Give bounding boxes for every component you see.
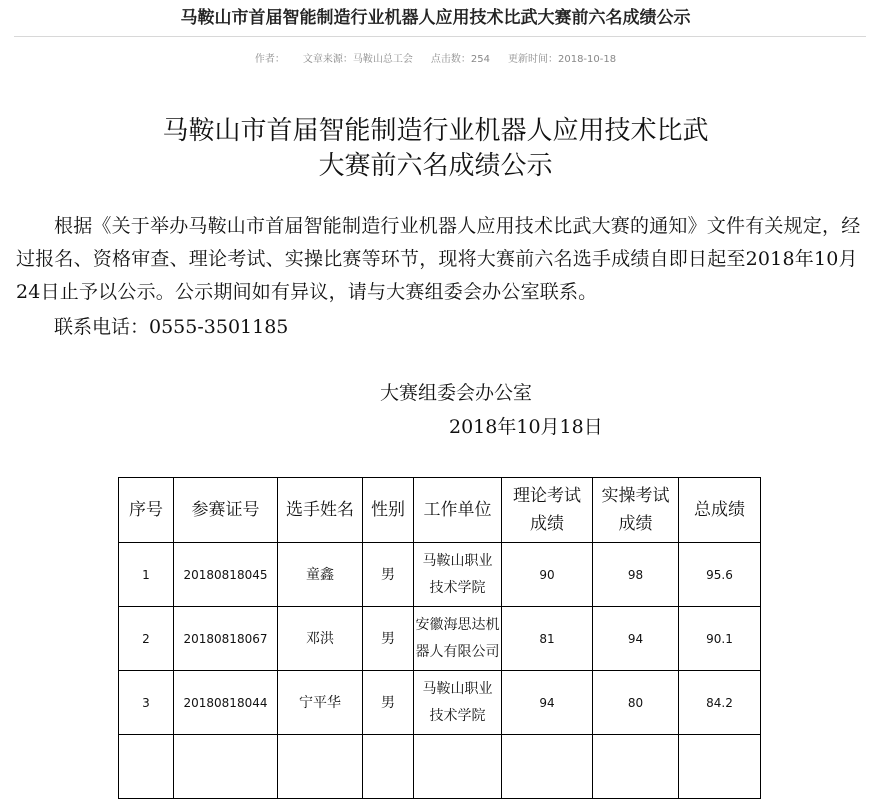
cell-total: 84.2 (679, 671, 761, 735)
cell-gender: 男 (363, 607, 414, 671)
header-divider (14, 36, 866, 37)
cell-no: 3 (119, 671, 174, 735)
meta-updated: 更新时间：2018-10-18 (507, 54, 617, 65)
article-title-line1: 马鞍山市首届智能制造行业机器人应用技术比武 (162, 116, 709, 146)
cell-gender: 男 (363, 543, 414, 607)
header-id: 参赛证号 (174, 478, 278, 543)
meta-views: 点击数：254 (430, 54, 490, 65)
cell-empty (593, 735, 679, 799)
meta-author: 作者： (254, 54, 285, 65)
header-total: 总成绩 (679, 478, 761, 543)
cell-empty (414, 735, 502, 799)
cell-practice: 98 (593, 543, 679, 607)
cell-empty (119, 735, 174, 799)
header-gender: 性别 (363, 478, 414, 543)
header-no: 序号 (119, 478, 174, 543)
cell-id: 20180818067 (174, 607, 278, 671)
table-row (119, 543, 761, 607)
cell-id: 20180818044 (174, 671, 278, 735)
unit-line: 技术学院 (429, 579, 486, 596)
cell-unit (414, 671, 502, 735)
cell-empty (679, 735, 761, 799)
meta-source: 文章来源：马鞍山总工会 (302, 54, 413, 65)
cell-total: 95.6 (679, 543, 761, 607)
page-header-title: 马鞍山市首届智能制造行业机器人应用技术比武大赛前六名成绩公示 (180, 8, 691, 28)
cell-name: 邓洪 (278, 607, 363, 671)
unit-line: 安徽海思达机 (415, 616, 500, 633)
signature-office: 大赛组委会办公室 (380, 382, 533, 404)
cell-unit (414, 607, 502, 671)
cell-unit (414, 543, 502, 607)
header-unit: 工作单位 (414, 478, 502, 543)
cell-theory: 90 (502, 543, 593, 607)
unit-line: 马鞍山职业 (422, 680, 493, 697)
cell-empty (502, 735, 593, 799)
table-row-partial (119, 735, 761, 799)
results-table (118, 477, 761, 799)
cell-id: 20180818045 (174, 543, 278, 607)
cell-name: 童鑫 (278, 543, 363, 607)
cell-theory: 94 (502, 671, 593, 735)
unit-line: 技术学院 (429, 707, 486, 724)
article-meta (0, 50, 871, 65)
signature-date: 2018年10月18日 (449, 416, 603, 438)
article-title-line2: 大赛前六名成绩公示 (318, 151, 553, 181)
unit-line: 器人有限公司 (415, 643, 500, 660)
cell-no: 1 (119, 543, 174, 607)
cell-empty (278, 735, 363, 799)
cell-empty (363, 735, 414, 799)
table-row (119, 671, 761, 735)
unit-line: 马鞍山职业 (422, 552, 493, 569)
cell-theory: 81 (502, 607, 593, 671)
cell-total: 90.1 (679, 607, 761, 671)
cell-no: 2 (119, 607, 174, 671)
table-header-row (119, 478, 761, 543)
cell-practice: 94 (593, 607, 679, 671)
contact-phone: 联系电话：0555-3501185 (54, 316, 289, 338)
table-row (119, 607, 761, 671)
header-name: 选手姓名 (278, 478, 363, 543)
header-theory: 理论考试成绩 (502, 478, 593, 543)
article-body: 根据《关于举办马鞍山市首届智能制造行业机器人应用技术比武大赛的通知》文件有关规定，经过报名、资格审查、理论考试、实操比赛等环节，现将大赛前六名选手成绩自即日起至2018年10月24日止予以公示。公示期间如有异议，请与大赛组委会办公室联系。 (16, 215, 861, 303)
cell-empty (174, 735, 278, 799)
header-practice: 实操考试成绩 (593, 478, 679, 543)
cell-gender: 男 (363, 671, 414, 735)
cell-practice: 80 (593, 671, 679, 735)
cell-name: 宁平华 (278, 671, 363, 735)
